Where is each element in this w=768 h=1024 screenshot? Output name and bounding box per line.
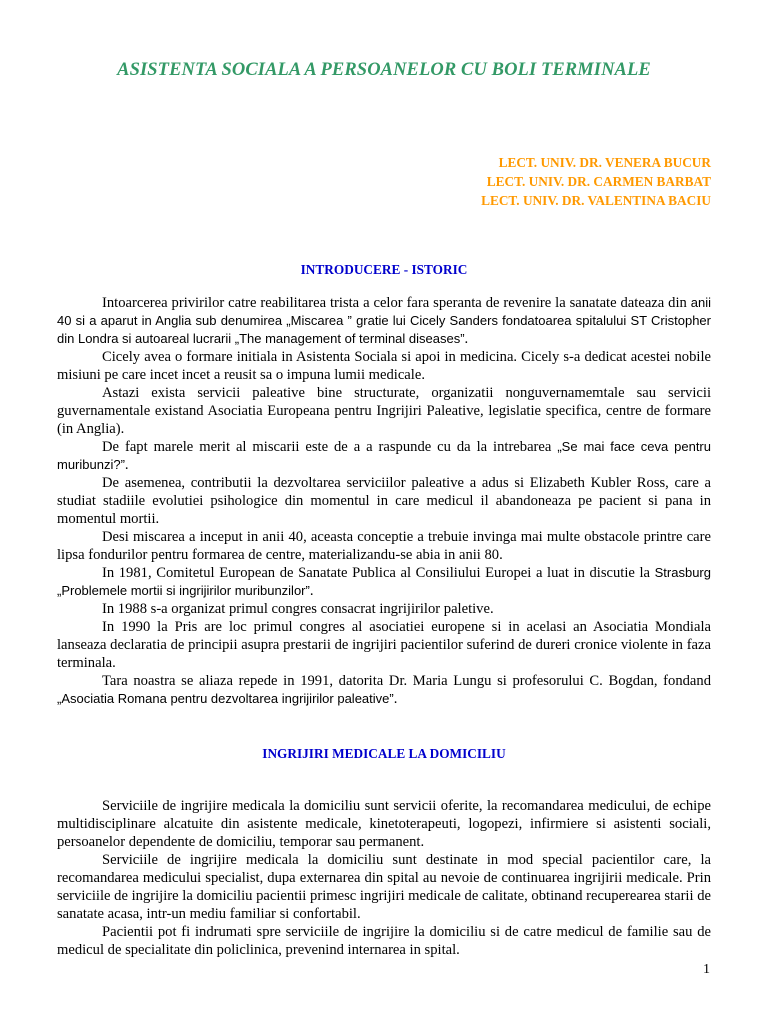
paragraph: De asemenea, contributii la dezvoltarea serviciilor paleative a adus si Elizabeth Kubler Ross, care a studiat stadiile evolutiei psihologice din momentul in care medicul il abandoneaza pe pacient si pana in momentul mortii. xyxy=(57,475,711,527)
paragraph: Astazi exista servicii paleative bine structurate, organizatii nonguvernamemtale sau servicii guvernamentale existand Asociatia Europeana pentru Ingrijiri Paleative, legislatie specifica, centre de formare (in Anglia). xyxy=(57,385,711,437)
section-heading-ingrijiri: INGRIJIRI MEDICALE LA DOMICILIU xyxy=(262,746,506,761)
section-body-introducere xyxy=(57,294,711,708)
paragraph: Desi miscarea a inceput in anii 40, aceasta conceptie a trebuie invinga mai multe obstacole printre care lipsa fondurilor pentru formarea de centre, materializandu-se abia in anii 80. xyxy=(57,529,711,563)
paragraph: In 1981, Comitetul European de Sanatate Publica al Consiliului Europei a luat in discutie la Strasburg „Problemele mortii si ingrijirilor muribunzilor”. xyxy=(57,565,711,599)
paragraph: De fapt marele merit al miscarii este de a a raspunde cu da la intrebarea „Se mai face ceva pentru muribunzi?”. xyxy=(57,439,711,473)
document-title: ASISTENTA SOCIALA A PERSOANELOR CU BOLI TERMINALE xyxy=(117,60,651,80)
author-name: LECT. UNIV. DR. VENERA BUCUR xyxy=(498,155,711,170)
section-heading-introducere: INTRODUCERE - ISTORIC xyxy=(300,262,468,277)
paragraph: Pacientii pot fi indrumati spre serviciile de ingrijire la domiciliu si de catre medicul de familie sau de medicul de specialitate din policlinica, prevenind internarea in spital. xyxy=(57,924,711,958)
page-number: 1 xyxy=(703,962,710,977)
author-list xyxy=(481,153,711,210)
section-body-ingrijiri xyxy=(57,797,711,959)
paragraph: In 1988 s-a organizat primul congres consacrat ingrijirilor paletive. xyxy=(102,601,494,617)
paragraph: In 1990 la Pris are loc primul congres al asociatiei europene si in acelasi an Asociatia Mondiala lanseaza declaratia de principii asupra prestarii de ingrijiri pacientilor suferind de dureri cronice violente in faza terminala. xyxy=(57,619,711,671)
paragraph: Tara noastra se aliaza repede in 1991, datorita Dr. Maria Lungu si profesorului C. Bogdan, fondand „Asociatia Romana pentru dezvoltarea ingrijirilor paleative”. xyxy=(57,673,711,707)
author-name: LECT. UNIV. DR. CARMEN BARBAT xyxy=(486,174,711,189)
paragraph: Serviciile de ingrijire medicala la domiciliu sunt destinate in mod special pacientilor care, la recomandarea medicului specialist, dupa externarea din spital au nevoie de continuarea ingrijirii medicale. Prin serviciile de ingrijire la domiciliu pacientii primesc ingrijiri medicale de calitate, obtinand recuperearea starii de sanatate acasa, intr-un mediu familiar si confortabil. xyxy=(57,852,711,922)
paragraph: Cicely avea o formare initiala in Asistenta Sociala si apoi in medicina. Cicely s-a dedicat acestei nobile misiuni pe care incet incet a reusit sa o impuna lumii medicale. xyxy=(57,349,711,383)
paragraph: Serviciile de ingrijire medicala la domiciliu sunt servicii oferite, la recomandarea medicului, de echipe multidisciplinare alcatuite din asistente medicale, kinetoterapeuti, logopezi, infirmiere si asistenti sociali, persoanelor dependente de domiciliu, temporar sau permanent. xyxy=(57,798,711,850)
paragraph: Intoarcerea privirilor catre reabilitarea trista a celor fara speranta de revenire la sanatate dateaza din anii 40 si a aparut in Anglia sub denumirea „Miscarea ” gratie lui Cicely Sanders fondatoarea spitalului ST Cristopher din Londra si autoareal lucrarii „The management of terminal diseases”. xyxy=(57,295,711,347)
author-name: LECT. UNIV. DR. VALENTINA BACIU xyxy=(481,193,711,208)
